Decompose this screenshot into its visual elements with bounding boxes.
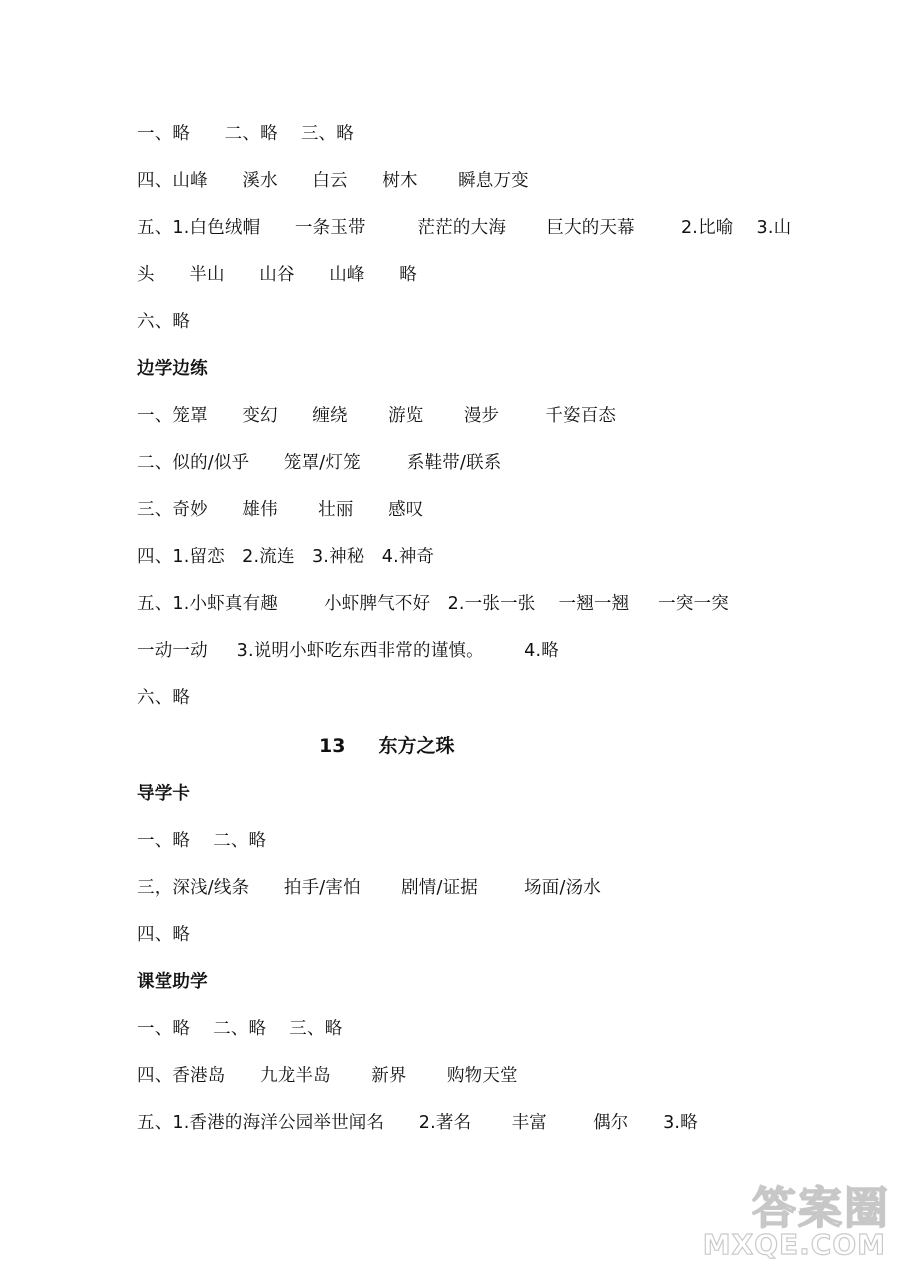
- answer-line: 四、略: [137, 925, 191, 945]
- answer-line: 二、似的/似乎 笼罩/灯笼 系鞋带/联系: [137, 453, 502, 473]
- answer-line: 一动一动 3.说明小虾吃东西非常的谨慎。 4.略: [137, 641, 559, 661]
- chapter-name: 东方之珠: [378, 735, 455, 757]
- answer-line: 四、1.留恋 2.流连 3.神秘 4.神奇: [137, 547, 435, 567]
- answer-line: 五、1.白色绒帽 一条玉带 茫茫的大海 巨大的天幕 2.比喻 3.山: [137, 218, 792, 238]
- answer-line: 四、香港岛 九龙半岛 新界 购物天堂: [137, 1066, 518, 1086]
- section-heading: 导学卡: [137, 784, 191, 804]
- answer-line: 头 半山 山谷 山峰 略: [137, 265, 417, 285]
- watermark-bottom-text: MXQE.COM: [702, 1228, 886, 1261]
- answer-line: 六、略: [137, 312, 191, 332]
- answer-line: 一、略 二、略 三、略: [137, 124, 354, 144]
- section-heading: 边学边练: [137, 359, 208, 379]
- watermark-logo: [702, 1172, 890, 1266]
- answer-line: 五、1.小虾真有趣 小虾脾气不好 2.一张一张 一翘一翘 一突一突: [137, 594, 729, 614]
- answer-line: 四、山峰 溪水 白云 树木 瞬息万变: [137, 171, 529, 191]
- watermark-top-text: 答案圈: [752, 1183, 890, 1234]
- answer-line: 三，深浅/线条 拍手/害怕 剧情/证据 场面/汤水: [137, 878, 602, 898]
- answer-line: 六、略: [137, 688, 191, 708]
- answer-line: 一、略 二、略: [137, 831, 267, 851]
- answer-line: 一、略 二、略 三、略: [137, 1019, 343, 1039]
- answer-line: 五、1.香港的海洋公园举世闻名 2.著名 丰富 偶尔 3.略: [137, 1113, 698, 1133]
- chapter-number: 13: [319, 735, 346, 757]
- answer-line: 三、奇妙 雄伟 壮丽 感叹: [137, 500, 424, 520]
- section-heading: 课堂助学: [137, 972, 208, 992]
- chapter-title: [319, 733, 455, 759]
- answer-line: 一、笼罩 变幻 缠绕 游览 漫步 千姿百态: [137, 406, 617, 426]
